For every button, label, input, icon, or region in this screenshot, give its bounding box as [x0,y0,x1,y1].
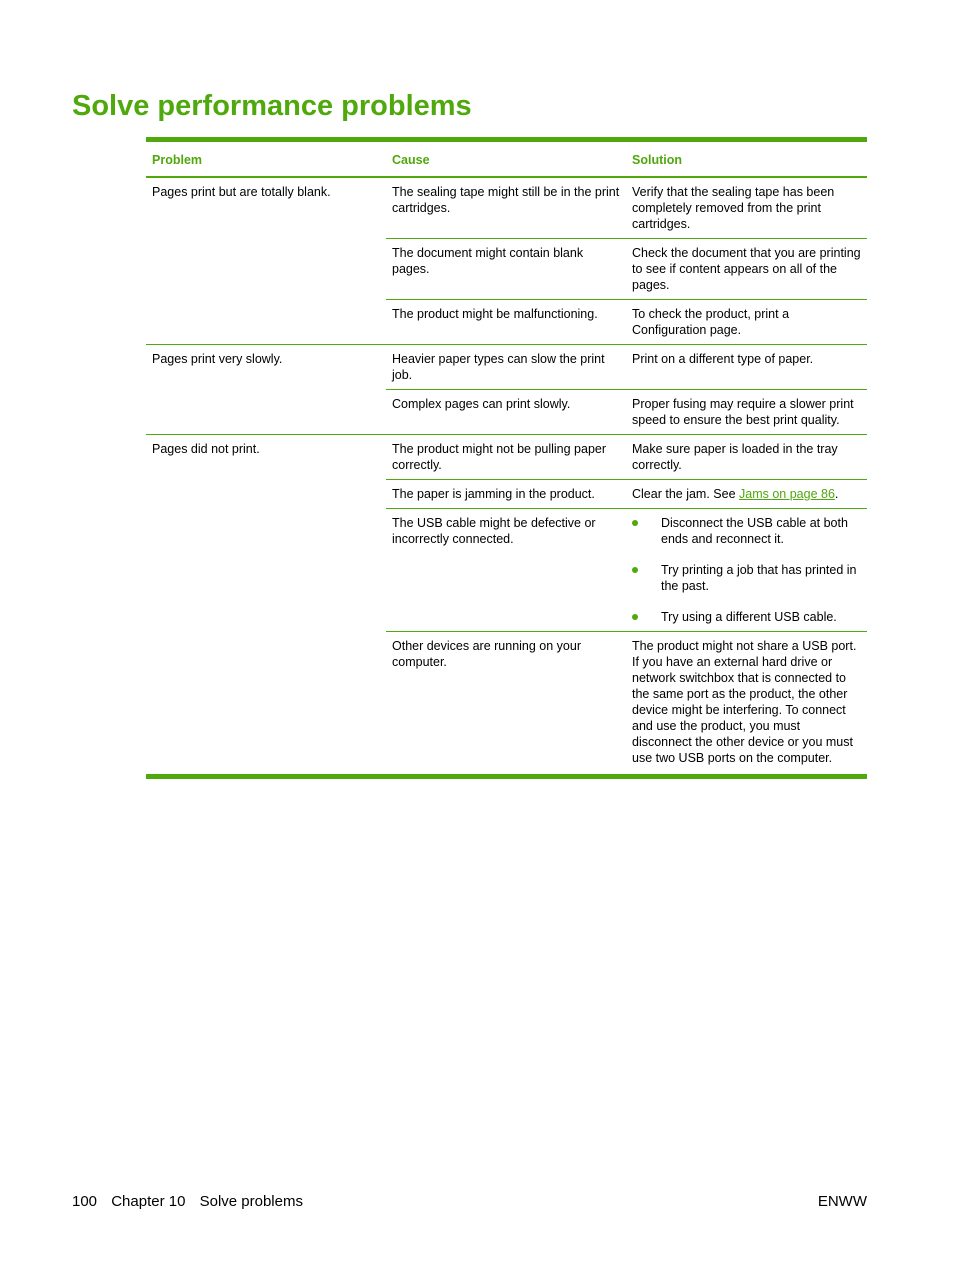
solution-text-end: . [834,487,839,501]
solution-bullet-list [632,515,861,625]
jams-link[interactable]: Jams on page 86 [739,487,835,501]
problem-cell: Pages did not print. [146,435,386,775]
cause-cell: Heavier paper types can slow the print job. [386,345,626,390]
problems-table [146,137,867,779]
cause-cell: The product might not be pulling paper correctly. [386,435,626,480]
cause-cell: Other devices are running on your computer. [386,632,626,775]
bullet-icon [632,567,638,573]
bullet-icon [632,614,638,620]
bullet-text: Disconnect the USB cable at both ends and reconnect it. [661,516,848,546]
problem-cell: Pages print but are totally blank. [152,185,331,199]
cause-cell: The document might contain blank pages. [386,239,626,300]
footer-left [72,1193,313,1210]
bullet-text: Try using a different USB cable. [661,610,837,624]
list-item [632,515,861,547]
solution-cell: To check the product, print a Configuration page. [626,300,867,345]
chapter-title: Solve problems [199,1193,303,1210]
solution-cell: The product might not share a USB port. If you have an external hard drive or network switchbox that is connected to the same port as the product, the other device might be interfering. To connect and use the product, you must disconnect the other device or you must use two USB ports on the computer. [626,632,867,775]
page-number: 100 [72,1193,98,1210]
list-item [632,562,861,594]
table-bottom-rule [146,774,867,779]
page-title: Solve performance problems [72,90,472,122]
cause-cell: The paper is jamming in the product. [386,480,626,509]
list-item [632,609,861,625]
header-problem: Problem [152,153,203,167]
solution-cell: Print on a different type of paper. [626,345,867,390]
bullet-icon [632,520,638,526]
cause-cell: The sealing tape might still be in the print cartridges. [392,185,620,215]
table-row [146,345,867,390]
header-solution: Solution [632,153,682,167]
solution-cell: Proper fusing may require a slower print speed to ensure the best print quality. [626,390,867,435]
problem-cell: Pages print very slowly. [146,345,386,435]
table-row [146,435,867,480]
solution-text: Clear the jam. See [632,487,739,501]
cause-cell: The USB cable might be defective or incorrectly connected. [386,509,626,632]
solution-cell: Verify that the sealing tape has been completely removed from the print cartridges. [632,185,835,231]
page-footer [72,1193,867,1210]
solution-cell: Check the document that you are printing to see if content appears on all of the pages. [626,239,867,300]
cause-cell: Complex pages can print slowly. [386,390,626,435]
footer-right: ENWW [817,1193,867,1210]
solution-cell [626,509,867,632]
chapter-label: Chapter 10 [111,1193,186,1210]
bullet-text: Try printing a job that has printed in the past. [661,563,857,593]
table-header-row [146,140,867,178]
solution-cell: Make sure paper is loaded in the tray correctly. [626,435,867,480]
solution-cell [626,480,867,509]
header-cause: Cause [392,153,430,167]
cause-cell: The product might be malfunctioning. [386,300,626,345]
table-row [146,177,867,239]
